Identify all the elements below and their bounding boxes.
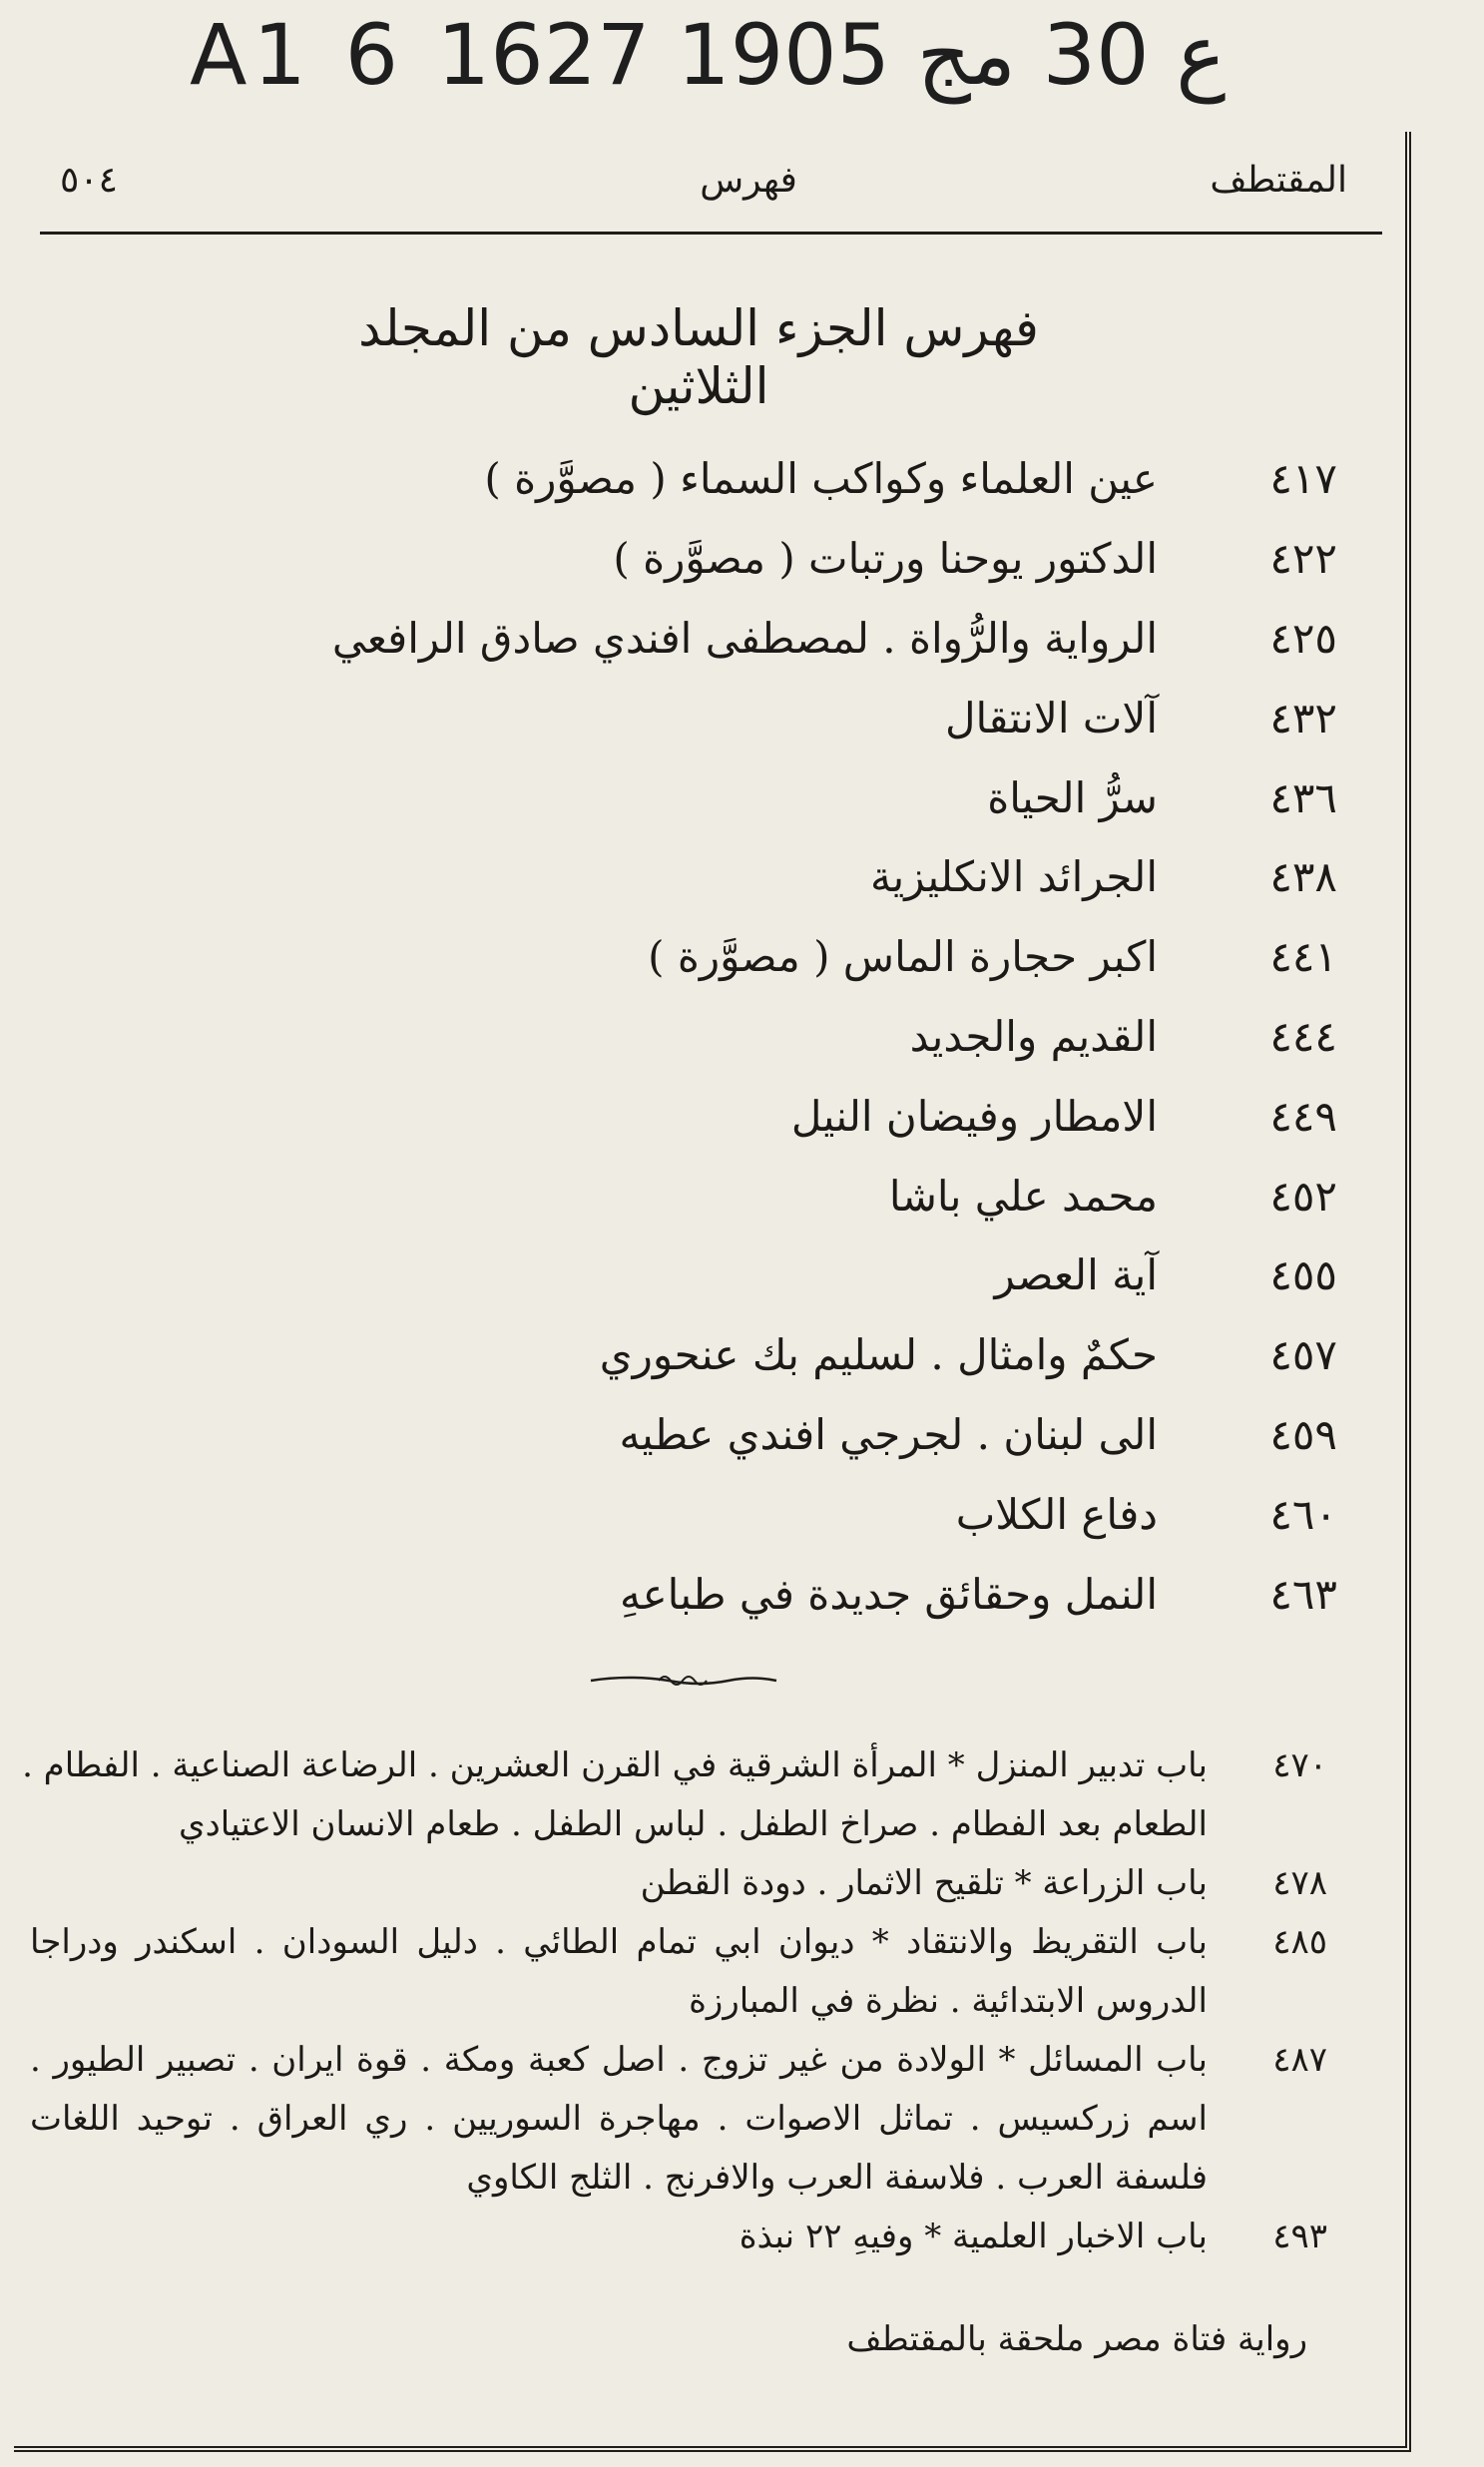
toc-page: ٤٤٤ xyxy=(1269,1011,1337,1061)
toc-title: آلات الانتقال xyxy=(944,693,1158,742)
running-header xyxy=(40,150,1377,230)
header-title: فهرس xyxy=(700,160,797,201)
toc-title: الجرائد الانكليزية xyxy=(870,852,1158,902)
section-page: ٤٨٧ xyxy=(1272,2040,1327,2080)
section-line: باب التقريظ والانتقاد * ديوان ابي تمام الطائي . دليل السودان . اسكندر ودراجا xyxy=(30,1922,1208,1962)
section-entry xyxy=(30,1854,1327,1913)
section-page: ٤٧٨ xyxy=(1272,1863,1327,1903)
toc-page: ٤٢٢ xyxy=(1269,534,1337,584)
toc-row xyxy=(259,1156,1337,1235)
toc-title: عين العلماء وكواكب السماء ( مصوَّرة ) xyxy=(484,454,1158,504)
archive-code: A1 6 ع 30 مج 1905 1627 xyxy=(190,6,1227,104)
toc-title: النمل وحقائق جديدة في طباعهِ xyxy=(620,1569,1158,1619)
toc-page: ٤٣٦ xyxy=(1269,772,1337,822)
toc-page: ٤٥٩ xyxy=(1269,1409,1337,1459)
toc-row xyxy=(259,1315,1337,1395)
toc-title: حكمٌ وامثال . لسليم بك عنحوري xyxy=(599,1330,1158,1380)
toc-row xyxy=(259,678,1337,757)
toc-page: ٤٥٥ xyxy=(1269,1250,1337,1300)
header-page-number: ٥٠٤ xyxy=(60,160,119,201)
section-line: باب تدبير المنزل * المرأة الشرقية في القرن العشرين . الرضاعة الصناعية . الفطام . xyxy=(22,1745,1208,1785)
toc-page: ٤٣٨ xyxy=(1269,852,1337,902)
section-line: باب المسائل * الولادة من غير تزوج . اصل كعبة ومكة . قوة ايران . تصبير الطيور . xyxy=(30,2040,1208,2080)
toc-row xyxy=(259,837,1337,917)
section-line: الطعام بعد الفطام . صراخ الطفل . لباس الطفل . طعام الانسان الاعتيادي xyxy=(178,1804,1208,1844)
toc-title: القديم والجديد xyxy=(909,1011,1158,1061)
supplement-note: رواية فتاة مصر ملحقة بالمقتطف xyxy=(846,2319,1307,2359)
toc-list xyxy=(259,439,1337,1634)
toc-row xyxy=(259,1554,1337,1634)
toc-title: الى لبنان . لجرجي افندي عطيه xyxy=(619,1409,1158,1459)
toc-page: ٤٥٢ xyxy=(1269,1171,1337,1221)
section-list xyxy=(22,1736,1327,2266)
section-page: ٤٩٣ xyxy=(1272,2217,1327,2256)
toc-row xyxy=(259,1076,1337,1156)
toc-page: ٤٦٣ xyxy=(1269,1569,1337,1619)
toc-title: اكبر حجارة الماس ( مصوَّرة ) xyxy=(648,932,1158,982)
section-entry xyxy=(22,1736,1327,1854)
toc-title: دفاع الكلاب xyxy=(955,1489,1158,1539)
section-line: فلسفة العرب . فلاسفة العرب والافرنج . الثلج الكاوي xyxy=(466,2158,1208,2198)
section-line: باب الاخبار العلمية * وفيهِ ٢٢ نبذة xyxy=(739,2217,1208,2256)
toc-title: الدكتور يوحنا ورتبات ( مصوَّرة ) xyxy=(613,534,1158,584)
toc-row xyxy=(259,1395,1337,1475)
toc-page: ٤٣٢ xyxy=(1269,693,1337,742)
toc-page: ٤٤٩ xyxy=(1269,1091,1337,1141)
toc-row xyxy=(259,519,1337,599)
section-line: باب الزراعة * تلقيح الاثمار . دودة القطن xyxy=(640,1863,1208,1903)
section-entry xyxy=(30,2208,1327,2266)
ornament-divider xyxy=(589,1669,778,1693)
section-page: ٤٧٠ xyxy=(1272,1745,1327,1785)
toc-page: ٤٦٠ xyxy=(1269,1489,1337,1539)
header-rule xyxy=(40,232,1382,235)
toc-title: الامطار وفيضان النيل xyxy=(790,1091,1158,1141)
toc-row xyxy=(259,1474,1337,1554)
toc-row xyxy=(259,997,1337,1077)
toc-title: سرُّ الحياة xyxy=(987,772,1158,822)
toc-row xyxy=(259,1235,1337,1315)
toc-row xyxy=(259,917,1337,997)
toc-page: ٤١٧ xyxy=(1269,454,1337,504)
section-entry xyxy=(30,2031,1327,2208)
index-heading: فهرس الجزء السادس من المجلد الثلاثين xyxy=(358,299,1039,415)
toc-row xyxy=(259,757,1337,837)
section-line: الدروس الابتدائية . نظرة في المبارزة xyxy=(689,1981,1208,2021)
toc-title: آية العصر xyxy=(994,1250,1158,1300)
toc-page: ٤٤١ xyxy=(1269,932,1337,982)
header-journal-name: المقتطف xyxy=(1210,160,1347,201)
toc-page: ٤٥٧ xyxy=(1269,1330,1337,1380)
toc-row xyxy=(259,439,1337,519)
section-page: ٤٨٥ xyxy=(1272,1922,1327,1962)
toc-page: ٤٢٥ xyxy=(1269,613,1337,663)
toc-row xyxy=(259,599,1337,679)
section-line: اسم زركسيس . تماثل الاصوات . مهاجرة السوريين . ري العراق . توحيد اللغات xyxy=(30,2099,1208,2139)
section-entry xyxy=(30,1913,1327,2031)
toc-title: محمد علي باشا xyxy=(888,1171,1158,1221)
toc-title: الرواية والرُّواة . لمصطفى افندي صادق الرافعي xyxy=(331,613,1158,663)
